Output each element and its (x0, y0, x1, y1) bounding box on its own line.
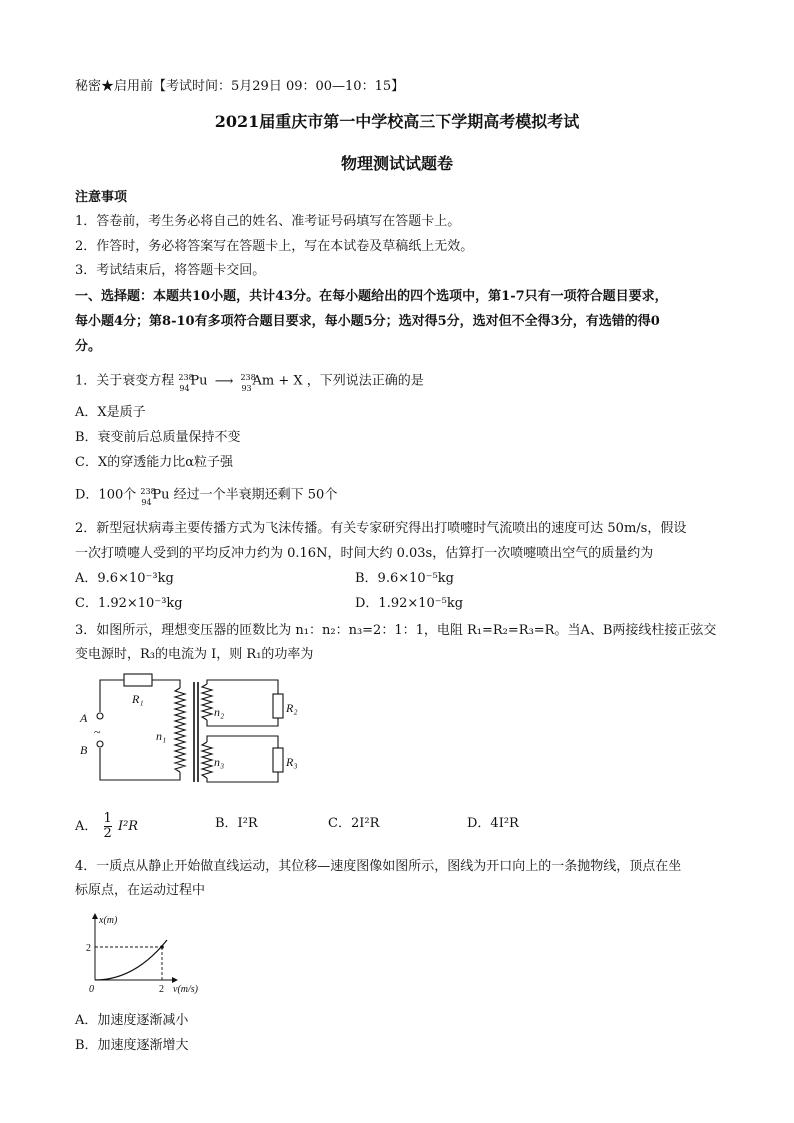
label-a: A (80, 711, 88, 725)
option-a-expression: I²R (117, 819, 139, 834)
fraction-numerator: 1 (103, 811, 112, 826)
option-a[interactable]: A．9.6×10⁻³kg (75, 571, 174, 586)
option-b[interactable]: B．I²R (215, 816, 258, 831)
question-2-stem: 一次打喷嚏人受到的平均反冲力约为 0.16N，时间大约 0.03s，估算打一次喷嚏喷出空气的质量约为 (75, 546, 654, 561)
x-tick-label: 2 (159, 984, 164, 995)
option-b[interactable]: B．加速度逐渐增大 (75, 1038, 189, 1053)
label-b: B (80, 743, 88, 757)
section-instructions: 一、选择题：本题共10小题，共计43分。在每小题给出的四个选项中，第1-7只有一项符合题目要求， (75, 289, 668, 304)
data-point (160, 945, 164, 949)
parabola-curve (95, 940, 167, 980)
label-n2: n₂ (214, 705, 225, 719)
pu-symbol: Pu (152, 487, 170, 503)
notice-heading: 注意事项 (75, 190, 128, 205)
option-d[interactable]: D．4I²R (467, 816, 519, 831)
label-n3: n₃ (214, 755, 225, 769)
ac-source-symbol: ~ (94, 725, 101, 739)
pu-mass-number: 238 (178, 373, 194, 382)
question-1-suffix: ，下列说法正确的是 (306, 373, 424, 389)
option-c[interactable]: C．X的穿透能力比α粒子强 (75, 455, 233, 470)
terminal-b (97, 741, 103, 747)
notice-item: 2．作答时，务必将答案写在答题卡上，写在本试卷及草稿纸上无效。 (75, 239, 474, 254)
option-c[interactable]: C．1.92×10⁻³kg (75, 596, 183, 611)
x-axis-label: v(m/s) (173, 984, 198, 995)
notice-item: 1．答卷前，考生务必将自己的姓名、准考证号码填写在答题卡上。 (75, 214, 461, 229)
plus-x: + X (278, 373, 303, 389)
label-r3: R₃ (286, 755, 298, 769)
question-3-stem: 变电源时，R₃的电流为 I，则 R₁的功率为 (75, 647, 314, 662)
transformer-circuit-diagram (78, 670, 328, 790)
terminal-a (97, 713, 103, 719)
question-1-prefix: 1．关于衰变方程 (75, 373, 175, 389)
option-c[interactable]: C．2I²R (328, 816, 380, 831)
section-instructions: 分。 (75, 339, 102, 354)
fraction-denominator: 2 (103, 826, 112, 841)
secondary-coil-n2 (202, 684, 212, 720)
notice-item: 3．考试结束后，将答题卡交回。 (75, 263, 266, 278)
resistor-r1 (124, 674, 152, 686)
option-b[interactable]: B．9.6×10⁻⁵kg (355, 571, 454, 586)
pu-atomic-number: 94 (179, 384, 190, 393)
section-instructions: 每小题4分；第8-10有多项符合题目要求，每小题5分；选对得5分，选对但不全得3分，有选错的得0 (75, 314, 660, 329)
decay-equation: 238 94 Pu ⟶ 238 93 Am + X (178, 372, 302, 391)
option-d[interactable]: D．1.92×10⁻⁵kg (355, 596, 464, 611)
secondary-coil-n3 (202, 742, 212, 778)
y-tick-label: 2 (86, 943, 91, 954)
question-2-stem: 2．新型冠状病毒主要传播方式为飞沫传播。有关专家研究得出打喷嚏时气流喷出的速度可达 50m/s，假设 (75, 521, 687, 536)
question-3-stem: 3．如图所示，理想变压器的匝数比为 n₁：n₂：n₃=2：1：1，电阻 R₁=R₂=R₃=R。当A、B两接线柱接正弦交 (75, 623, 717, 638)
label-r1: R₁ (132, 692, 144, 706)
option-a-label: A． (75, 819, 98, 834)
option-a[interactable] (75, 812, 138, 841)
option-a[interactable]: A．X是质子 (75, 405, 146, 420)
question-4-stem: 标原点，在运动过程中 (75, 883, 206, 898)
question-4-stem: 4．一质点从静止开始做直线运动，其位移—速度图像如图所示，图线为开口向上的一条抛物线，顶点在坐 (75, 859, 682, 874)
option-d-suffix: 经过一个半衰期还剩下 50个 (173, 487, 338, 503)
am-mass-number: 238 (240, 373, 256, 382)
pu-symbol: Pu (190, 373, 208, 389)
pu-mass-number: 238 (140, 487, 156, 496)
position-velocity-graph (78, 908, 218, 1000)
y-axis-label: x(m) (99, 915, 118, 926)
option-b[interactable]: B．衰变前后总质量保持不变 (75, 430, 241, 445)
option-d-prefix: D．100个 (75, 487, 137, 503)
resistor-r2 (273, 694, 283, 718)
primary-coil (175, 688, 185, 772)
label-n1: n₁ (156, 729, 167, 743)
resistor-r3 (273, 748, 283, 772)
option-d[interactable] (75, 486, 337, 505)
question-1-stem (75, 372, 424, 391)
confidential-line: 秘密★启用前【考试时间：5月29日 09：00—10：15】 (75, 79, 405, 94)
exam-subtitle: 物理测试试题卷 (340, 154, 453, 173)
option-a[interactable]: A．加速度逐渐减小 (75, 1013, 189, 1028)
am-symbol: Am (252, 373, 275, 389)
exam-title: 2021届重庆市第一中学校高三下学期高考模拟考试 (214, 112, 580, 131)
label-r2: R₂ (286, 701, 298, 715)
origin-label: 0 (89, 984, 94, 995)
am-atomic-number: 93 (241, 384, 252, 393)
pu-atomic-number: 94 (141, 498, 152, 507)
